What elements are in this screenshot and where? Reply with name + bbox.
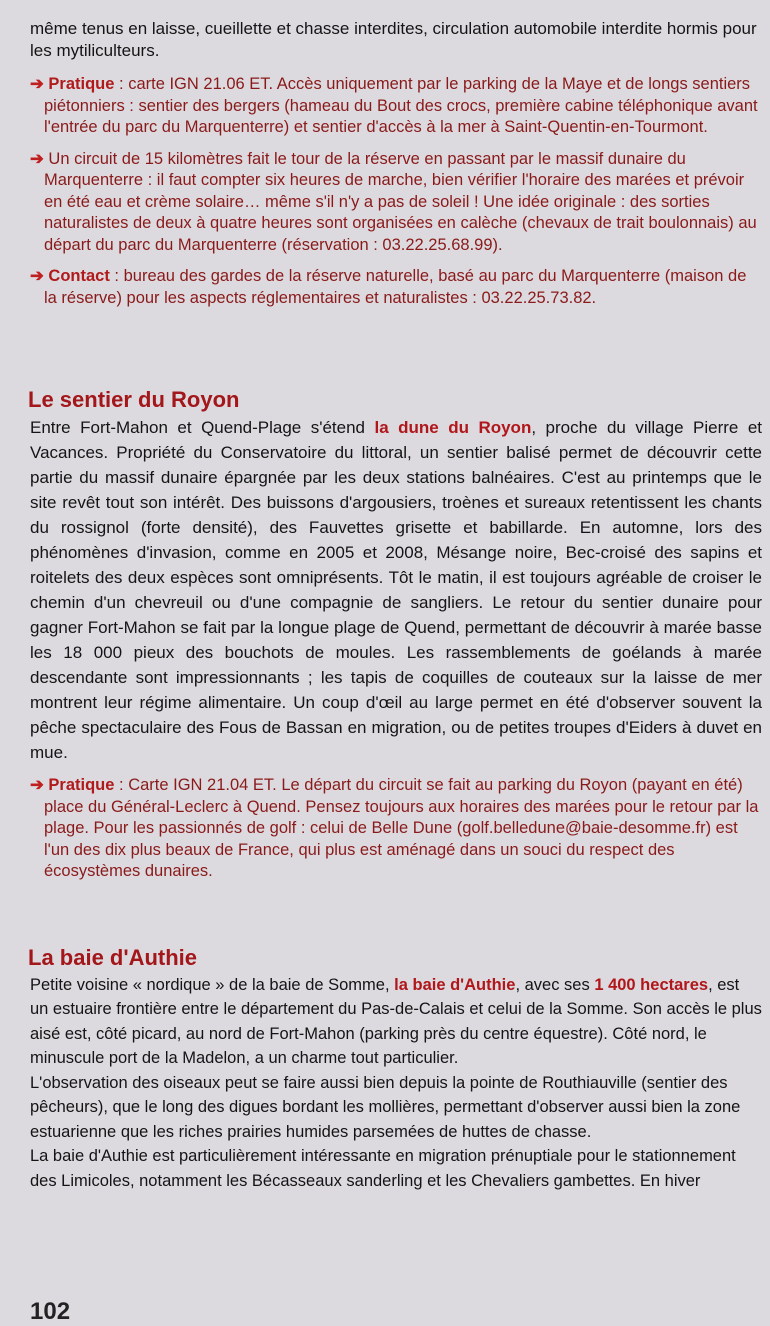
- bullet-text: : carte IGN 21.06 ET. Accès uniquement par le parking de la Maye et de longs sentiers piétonniers : sentier des bergers (hameau du Bout des crocs, première cabine téléphonique avant l'entrée du parc du Marquenterre) et sentier d'accès à la mer à Saint-Quentin-en-Tourmont.: [44, 75, 758, 136]
- bullet-label: Pratique: [48, 75, 115, 93]
- bullet-label: Contact: [48, 267, 110, 285]
- arrow-icon: ➔: [30, 75, 49, 93]
- authie-text-b: , avec ses: [515, 975, 595, 994]
- bullet-text: : bureau des gardes de la réserve naturelle, basé au parc du Marquenterre (maison de la réserve) pour les aspects réglementaires et naturalistes : 03.22.25.73.82.: [44, 267, 747, 307]
- bullet-text: : Carte IGN 21.04 ET. Le départ du circuit se fait au parking du Royon (payant en été) place du Général-Leclerc à Quend. Pensez toujours aux horaires des marées pour le retour par la plage. Pour les passionnés de golf : celui de Belle Dune (golf.belledune@baie-desomme.fr) est l'un des dix plus beaux de France, qui plus est aménagé dans un souci du respect des écosystèmes dunaires.: [44, 776, 759, 880]
- royon-text-rest: , proche du village Pierre et Vacances. Propriété du Conservatoire du littoral, un sentier balisé permet de découvrir cette partie du massif dunaire épargnée par les deux stations balnéaires. C'est au printemps que le site revêt tout son intérêt. Des buissons d'argousiers, troènes et sureaux retentissent les chants du rossignol (forte densité), des Fauvettes grisette et babillarde. En automne, lors des phénomènes d'invasion, comme en 2005 et 2008, Mésange noire, Bec-croisé des sapins et roitelets des deux espèces sont omniprésents. Tôt le matin, il est toujours agréable de croiser le chemin d'un chevreuil ou d'une compagnie de sangliers. Le retour du sentier dunaire pour gagner Fort-Mahon se fait par la longue plage de Quend, permettant de découvrir à marée basse les 18 000 pieux des bouchots de moules. Les rassemblements de goélands à marée descendante sont impressionnants ; les tapis de coquilles de couteaux sur la laisse de mer montrent leur régime alimentaire. Un coup d'œil au large permet en été d'observer souvent la pêche spectaculaire des Fous de Bassan en migration, ou de petites troupes d'Eiders à duvet en mue.: [30, 418, 762, 762]
- arrow-icon: ➔: [30, 776, 49, 794]
- circuit-bullet: [30, 149, 762, 257]
- royon-paragraph: [30, 415, 762, 765]
- authie-paragraph-3: La baie d'Authie est particulièrement intéressante en migration prénuptiale pour le stationnement des Limicoles, notamment les Bécasseaux sanderling et les Chevaliers gambettes. En hiver: [30, 1147, 736, 1190]
- contact-bullet: [30, 266, 762, 309]
- authie-highlight-area: 1 400 hectares: [594, 975, 709, 994]
- royon-highlight: la dune du Royon: [374, 418, 532, 437]
- bullet-label: Pratique: [48, 776, 115, 794]
- page-number: 102: [30, 1298, 71, 1325]
- royon-text-start: Entre Fort-Mahon et Quend-Plage s'étend: [30, 418, 375, 437]
- authie-highlight-name: la baie d'Authie: [394, 975, 516, 994]
- section-title-royon: Le sentier du Royon: [28, 387, 240, 412]
- intro-paragraph: même tenus en laisse, cueillette et chasse interdites, circulation automobile interdite hormis pour les mytiliculteurs.: [30, 19, 757, 60]
- authie-text-a: Petite voisine « nordique » de la baie de Somme,: [30, 975, 395, 994]
- pratique-bullet-royon: [30, 775, 762, 883]
- authie-text-c: , est un estuaire frontière entre le département du Pas-de-Calais et celui de la Somme. Son accès le plus aisé est, côté picard, au nord de Fort-Mahon (parking près du centre équestre). Côté nord, le minuscule port de la Madelon, a un charme tout particulier.: [30, 975, 762, 1067]
- arrow-icon: ➔: [30, 149, 49, 168]
- authie-paragraph-1: [30, 973, 762, 1071]
- authie-paragraph-2: L'observation des oiseaux peut se faire aussi bien depuis la pointe de Routhiauville (sentier des pêcheurs), que le long des digues bordant les mollières, permettant d'observer aussi bien la zone estuarienne que les riches prairies humides parsemées de huttes de chasse.: [30, 1073, 741, 1141]
- arrow-icon: ➔: [30, 267, 49, 285]
- pratique-bullet-top: [30, 74, 762, 139]
- section-title-authie: La baie d'Authie: [28, 944, 198, 970]
- bullet-text: Un circuit de 15 kilomètres fait le tour de la réserve en passant par le massif dunaire du Marquenterre : il faut compter six heures de marche, bien vérifier l'horaire des marées et prévoir en été eau et crème solaire… même s'il n'y a pas de soleil ! Une idée originale : des sorties naturalistes de deux à quatre heures sont organisées en calèche (chevaux de trait boulonnais) au départ du parc du Marquenterre (réservation : 03.22.25.68.99).: [44, 149, 757, 254]
